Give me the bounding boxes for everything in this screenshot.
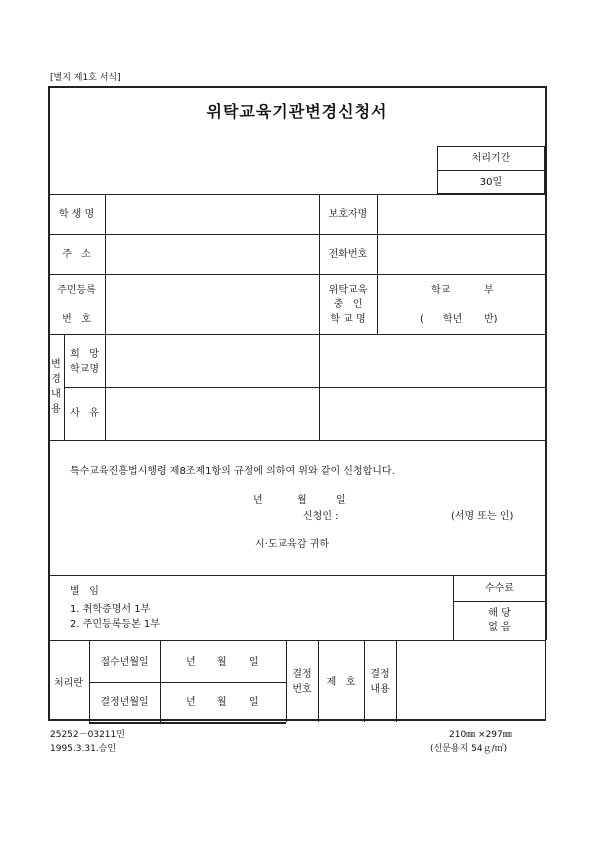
col-line — [89, 640, 90, 722]
receipt-month: 월 — [217, 657, 227, 668]
decision-content-field[interactable] — [397, 641, 545, 721]
phone-label: 전화번호 — [328, 249, 368, 260]
change-side-char-1: 변 — [51, 359, 61, 370]
attachment-item-2: 2. 주민등록등본 1부 — [70, 619, 160, 630]
applicant-signature-field[interactable] — [350, 508, 445, 524]
resident-number-label-2: 번 호 — [62, 314, 91, 325]
fee-label: 수수료 — [485, 583, 514, 594]
processing-period-divider — [437, 170, 545, 171]
statement-month: 월 — [297, 495, 307, 506]
phone-field[interactable] — [378, 235, 544, 273]
statement-day: 일 — [336, 495, 346, 506]
col-line — [160, 640, 161, 722]
row-line — [48, 440, 546, 441]
processing-period-label: 처리기간 — [471, 153, 511, 164]
decision-number-value: 제 호 — [326, 677, 356, 688]
form-title: 위탁교육기관변경신청서 — [206, 102, 388, 121]
processing-table-label: 처리란 — [54, 678, 83, 689]
reason-label: 사 유 — [70, 408, 99, 419]
statement-body: 특수교육진흥법시행령 제8조제1항의 규정에 의하여 위와 같이 신청합니다. — [70, 466, 395, 477]
guardian-name-label: 보호자명 — [328, 209, 368, 220]
processing-period-value: 30일 — [479, 177, 503, 188]
fee-value-2: 없 음 — [488, 622, 511, 633]
row-line — [48, 575, 546, 576]
student-name-label: 학 생 명 — [58, 209, 95, 220]
receipt-year: 년 — [186, 657, 196, 668]
current-school-label-2: 중 인 — [333, 299, 363, 310]
decision-content-label-1: 결정 — [370, 669, 390, 680]
class-word: 반) — [484, 314, 498, 325]
attachment-item-1: 1. 취학증명서 1부 — [70, 604, 151, 615]
school-unit-dept: 부 — [484, 285, 494, 296]
receipt-day: 일 — [249, 657, 259, 668]
footer-approval: 1995.3.31.승인 — [50, 744, 117, 754]
address-label: 주 소 — [62, 249, 91, 260]
applicant-signature-label: 신청인 : — [303, 511, 339, 522]
guardian-name-field[interactable] — [378, 195, 544, 233]
attachments-title: 별 임 — [70, 586, 99, 597]
signature-note: (서명 또는 인) — [451, 511, 514, 522]
grade-open-paren: ( — [420, 314, 424, 325]
form-label: [별지 제1호 서식] — [50, 73, 121, 83]
current-school-label-3: 학 교 명 — [330, 314, 366, 325]
recipient: 시·도교육감 귀하 — [255, 539, 329, 550]
change-side-char-3: 내 — [51, 389, 61, 400]
reason-field-left[interactable] — [106, 388, 318, 439]
footer-paper: (신문용지 54ｇ/㎡) — [430, 744, 508, 754]
change-side-char-4: 용 — [51, 404, 61, 415]
desired-school-field-left[interactable] — [106, 335, 318, 386]
decision-month: 월 — [217, 697, 227, 708]
decision-year: 년 — [186, 697, 196, 708]
decision-date-label: 결정년월일 — [100, 697, 149, 708]
col-line — [286, 640, 287, 722]
receipt-date-label: 접수년월일 — [100, 657, 149, 668]
desired-school-label-2: 학교명 — [70, 364, 99, 375]
resident-number-label-1: 주민등록 — [57, 285, 96, 296]
footer-code: 25252－03211민 — [50, 730, 125, 740]
decision-day: 일 — [249, 697, 259, 708]
fee-value-1: 해 당 — [488, 608, 511, 619]
address-field[interactable] — [106, 235, 318, 273]
frame-right-edge — [545, 86, 547, 640]
desired-school-label-1: 희 망 — [70, 349, 99, 360]
row-line — [89, 682, 286, 683]
student-name-field[interactable] — [106, 195, 318, 233]
statement-year: 년 — [253, 495, 263, 506]
decision-number-label-2: 번호 — [292, 684, 312, 695]
desired-school-field-right[interactable] — [320, 335, 544, 386]
change-side-char-2: 경 — [51, 374, 61, 385]
row-line — [89, 722, 286, 724]
current-school-label-1: 위탁교육 — [328, 285, 368, 296]
decision-number-label-1: 결정 — [292, 669, 312, 680]
reason-field-right[interactable] — [320, 388, 544, 439]
col-line — [364, 640, 365, 722]
school-unit-school: 학교 — [431, 285, 451, 296]
fee-divider — [453, 601, 546, 602]
resident-number-field[interactable] — [106, 275, 318, 333]
grade-word: 학년 — [443, 314, 463, 325]
footer-size: 210㎜ ×297㎜ — [449, 730, 512, 740]
decision-content-label-2: 내용 — [370, 684, 390, 695]
